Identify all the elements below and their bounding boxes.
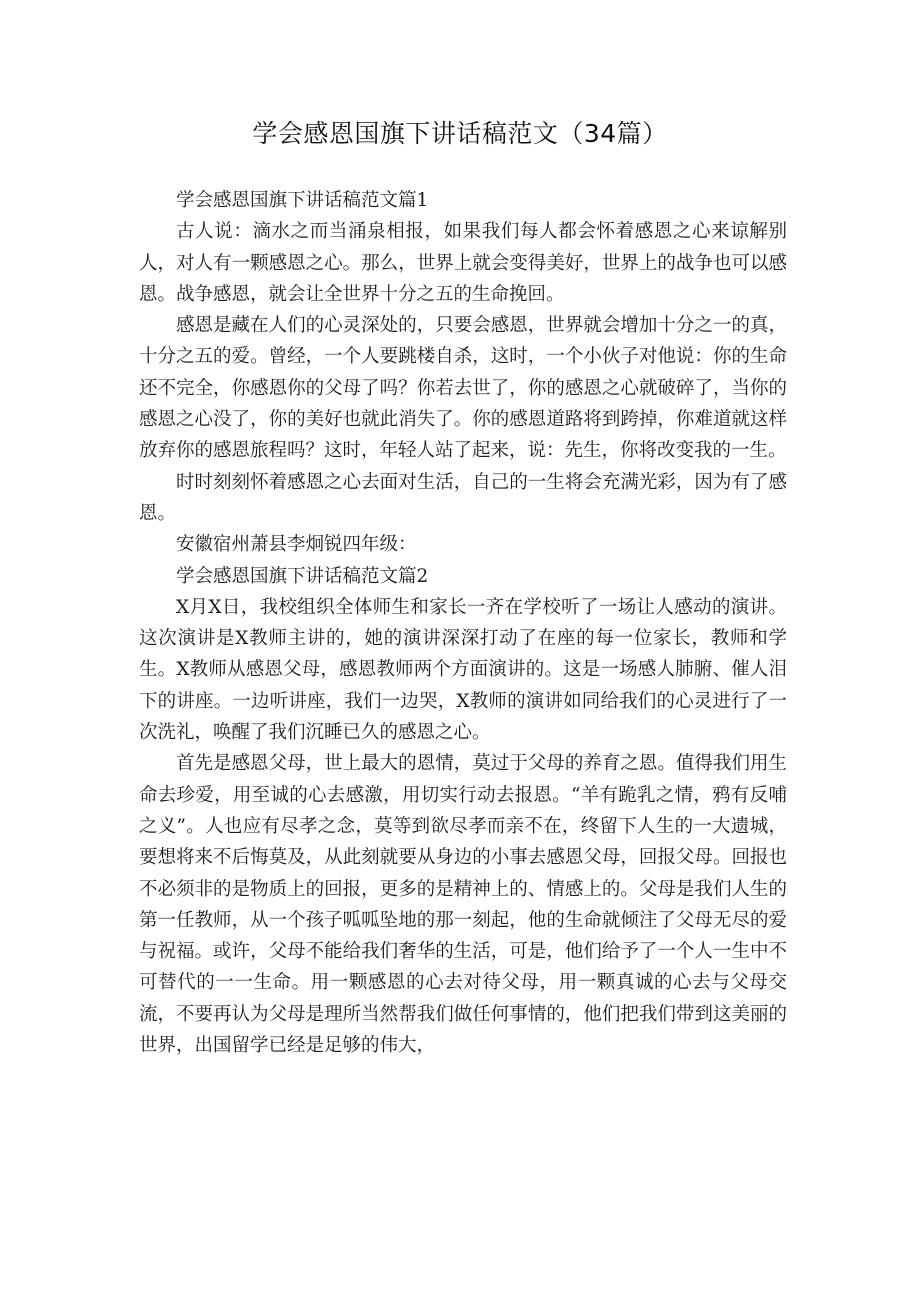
section-heading-1: 学会感恩国旗下讲话稿范文篇1 [176,190,429,211]
document-title: 学会感恩国旗下讲话稿范文（34篇） [252,119,668,148]
paragraph: 古人说：滴水之而当涌泉相报，如果我们每人都会怀着感恩之心来谅解别人，对人有一颗感恩之心。那么，世界上就会变得美好，世界上的战争也可以感恩。战争感恩，就会让全世界十分之五的生命挽回。 [139,221,787,305]
section-heading-2: 学会感恩国旗下讲话稿范文篇2 [176,565,429,587]
document-body [139,185,787,1061]
paragraph: X月X日，我校组织全体师生和家长一齐在学校听了一场让人感动的演讲。这次演讲是X教师主讲的，她的演讲深深打动了在座的每一位家长，教师和学生。X教师从感恩父母，感恩教师两个方面演讲的。这是一场感人肺腑、催人泪下的讲座。一边听讲座，我们一边哭，X教师的演讲如同给我们的心灵进行了一次洗礼，唤醒了我们沉睡已久的感恩之心。 [139,596,787,744]
paragraph: 感恩是藏在人们的心灵深处的，只要会感恩，世界就会增加十分之一的真，十分之五的爱。曾经，一个人要跳楼自杀，这时，一个小伙子对他说：你的生命还不完全，你感恩你的父母了吗？你若去世了，你的感恩之心就破碎了，当你的感恩之心没了，你的美好也就此消失了。你的感恩道路将到跨掉，你难道就这样放弃你的感恩旅程吗？这时，年轻人站了起来，说：先生，你将改变我的一生。 [139,315,787,462]
paragraph: 时时刻刻怀着感恩之心去面对生活，自己的一生将会充满光彩，因为有了感恩。 [139,471,787,524]
author-line: 安徽宿州萧县李炯锐四年级： [176,534,417,556]
paragraph: 首先是感恩父母，世上最大的恩情，莫过于父母的养育之恩。值得我们用生命去珍爱，用至诚的心去感激，用切实行动去报恩。“羊有跪乳之情，鸦有反哺之义”。人也应有尽孝之念，莫等到欲尽孝而亲不在，终留下人生的一大遗城，要想将来不后悔莫及，从此刻就要从身边的小事去感恩父母，回报父母。回报也不必须非的是物质上的回报，更多的是精神上的、情感上的。父母是我们人生的第一任教师，从一个孩子呱呱坠地的那一刻起，他的生命就倾注了父母无尽的爱与祝福。或许，父母不能给我们奢华的生活，可是，他们给予了一个人一生中不可替代的一一生命。用一颗感恩的心去对待父母，用一颗真诚的心去与父母交流，不要再认为父母是理所当然帮我们做任何事情的，他们把我们带到这美丽的世界，出国留学已经是足够的伟大， [139,753,787,1057]
